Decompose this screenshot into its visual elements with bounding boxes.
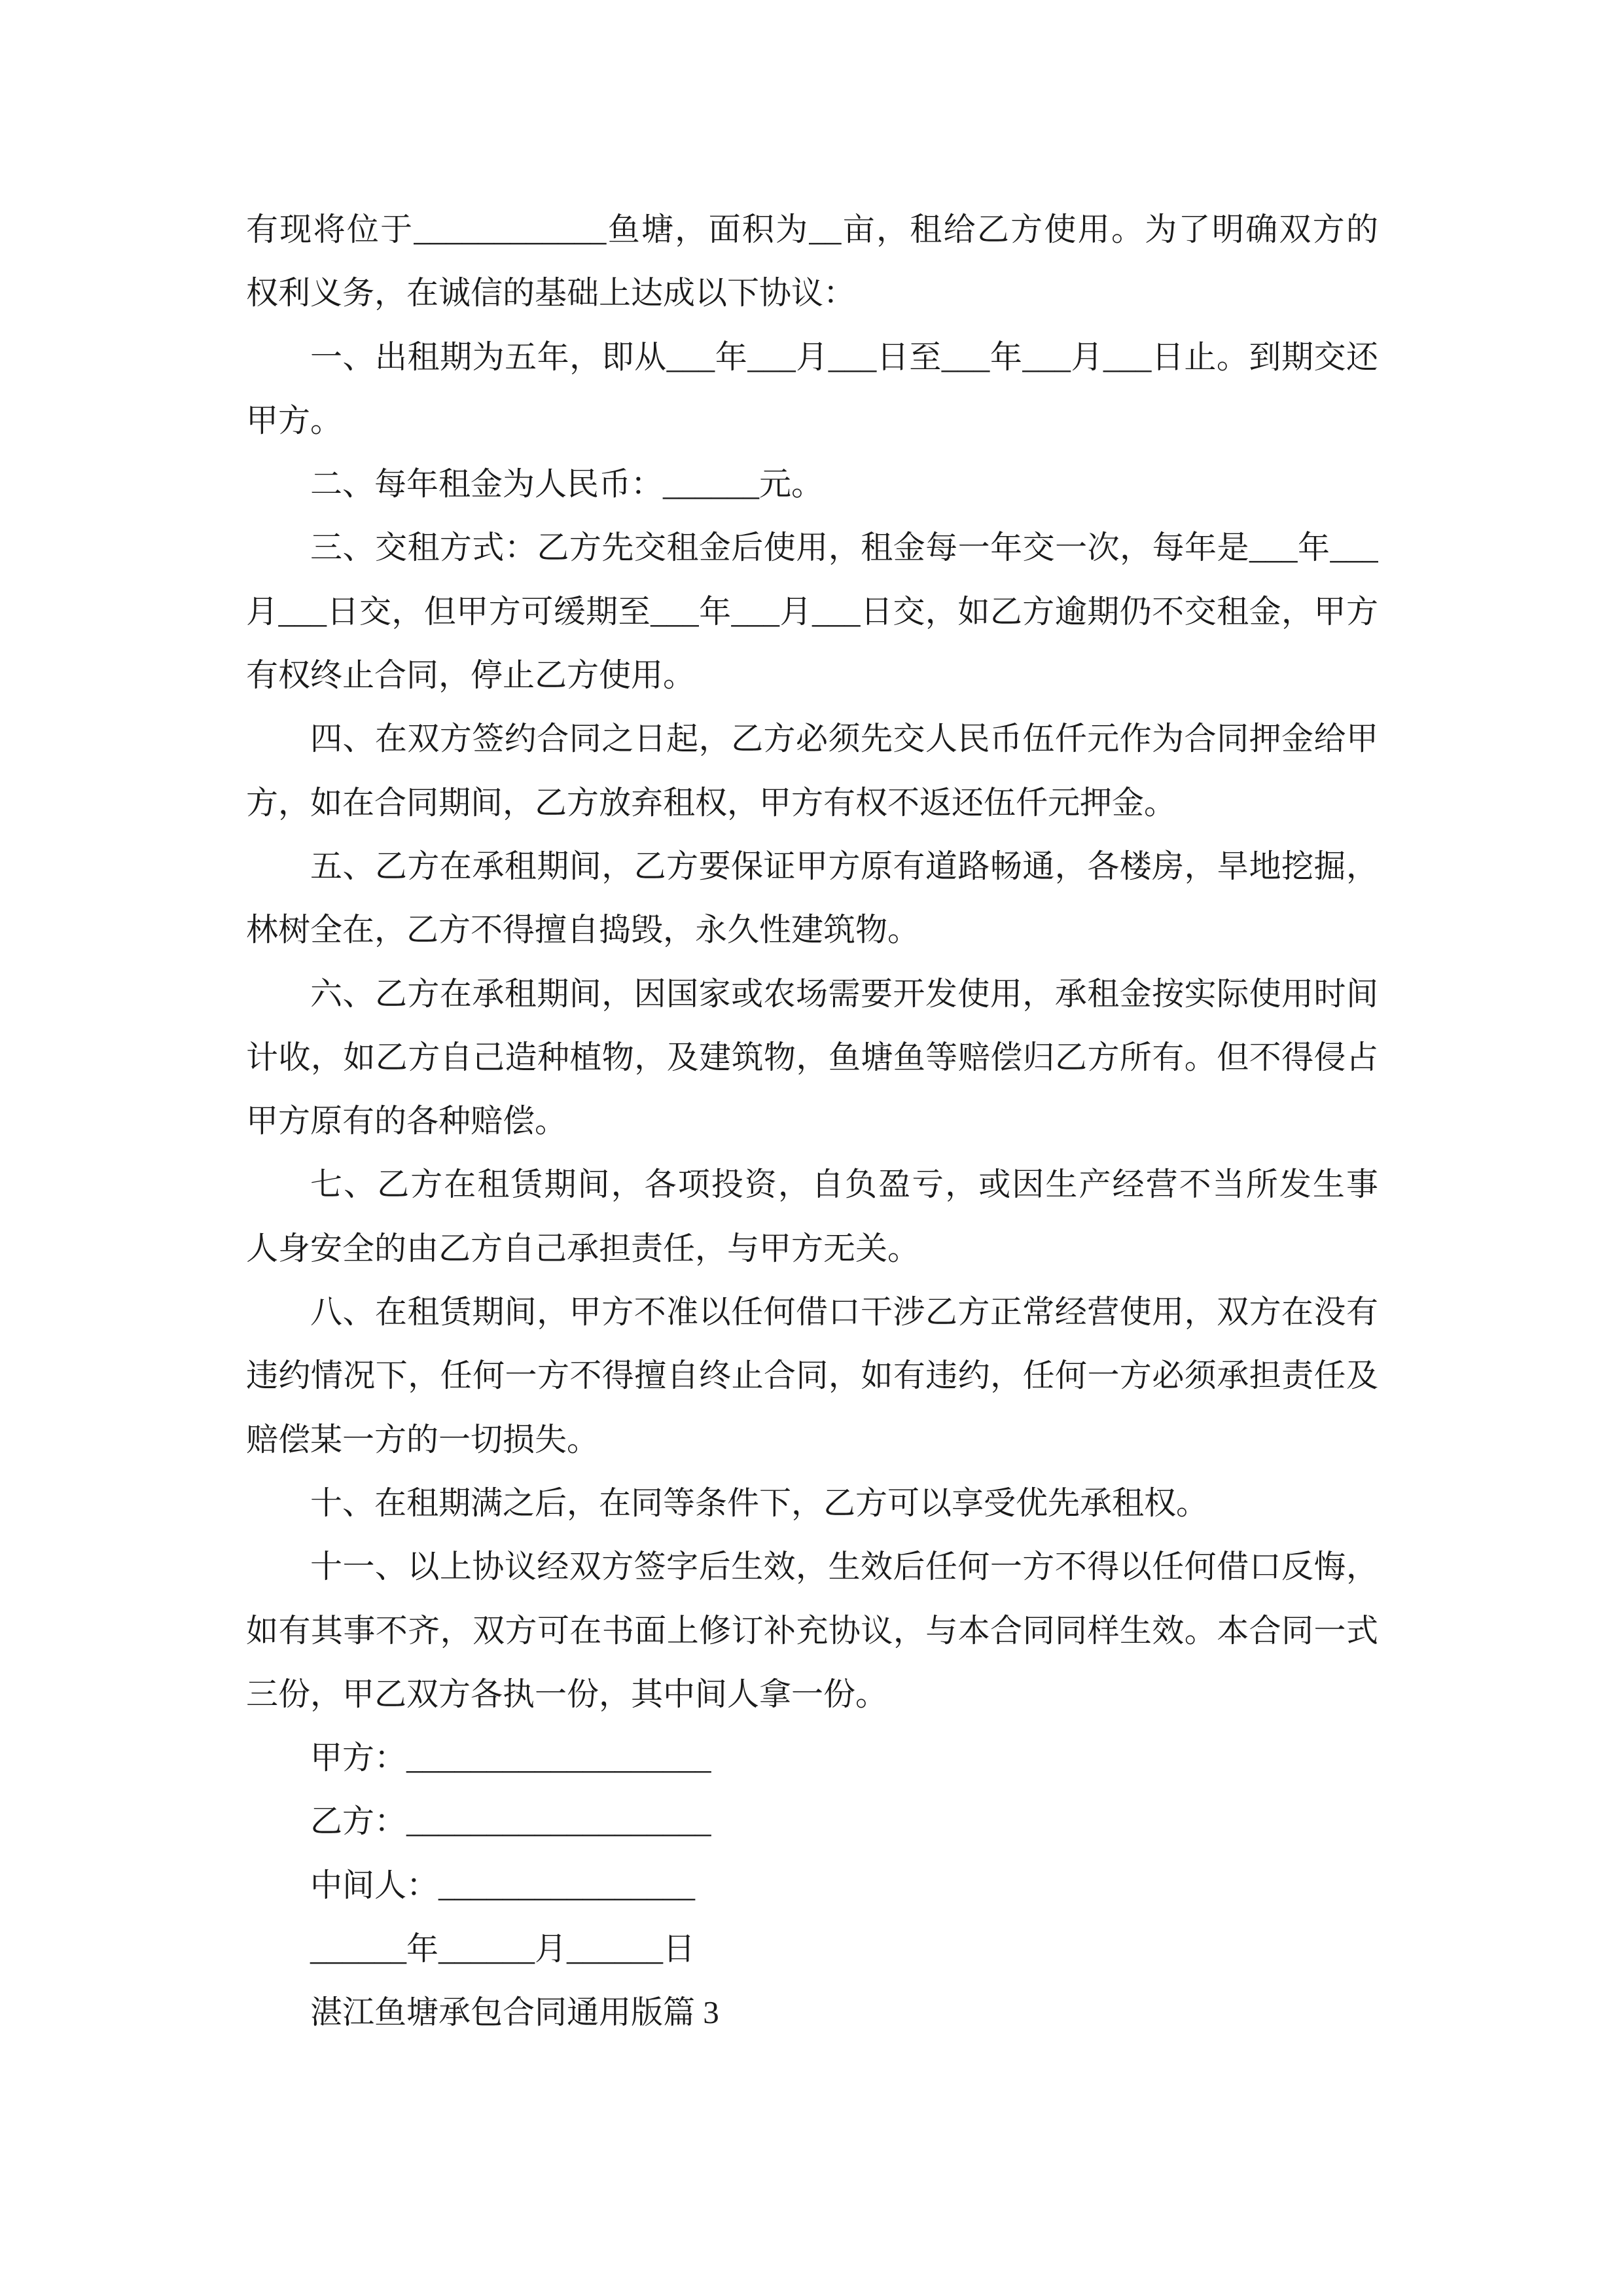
document-line: 如有其事不齐，双方可在书面上修订补充协议，与本合同同样生效。本合同一式 xyxy=(246,1612,1378,1649)
document-line: 林树全在，乙方不得擅自捣毁，永久性建筑物。 xyxy=(246,912,920,948)
document-line: 五、乙方在承租期间，乙方要保证甲方原有道路畅通，各楼房，旱地挖掘， xyxy=(310,848,1378,884)
document-line: 赔偿某一方的一切损失。 xyxy=(246,1421,599,1458)
document-line: ______年______月______日 xyxy=(310,1931,696,1967)
document-line: 中间人：________________ xyxy=(310,1867,696,1903)
document-line: 月___日交，但甲方可缓期至___年___月___日交，如乙方逾期仍不交租金，甲方 xyxy=(246,593,1378,630)
document-line: 七、乙方在租赁期间，各项投资，自负盈亏，或因生产经营不当所发生事 xyxy=(310,1166,1378,1203)
document-line: 甲方原有的各种赔偿。 xyxy=(246,1103,567,1139)
document-line: 三份，甲乙双方各执一份，其中间人拿一份。 xyxy=(246,1676,888,1712)
document-line: 人身安全的由乙方自己承担责任，与甲方无关。 xyxy=(246,1230,920,1266)
document-line: 二、每年租金为人民币：______元。 xyxy=(310,466,824,503)
document-line: 乙方：___________________ xyxy=(310,1803,711,1840)
document-line: 违约情况下，任何一方不得擅自终止合同，如有违约，任何一方必须承担责任及 xyxy=(246,1357,1378,1394)
document-line: 六、乙方在承租期间，因国家或农场需要开发使用，承租金按实际使用时间 xyxy=(310,975,1378,1012)
document-line: 十一、以上协议经双方签字后生效，生效后任何一方不得以任何借口反悔， xyxy=(310,1549,1378,1585)
document-line: 权利义务，在诚信的基础上达成以下协议： xyxy=(246,275,856,312)
document-line: 甲方：___________________ xyxy=(310,1740,711,1776)
contract-page-body xyxy=(246,198,1378,2045)
document-line: 甲方。 xyxy=(246,402,343,439)
document-line: 三、交租方式：乙方先交租金后使用，租金每一年交一次，每年是___年___ xyxy=(310,529,1378,566)
document-line: 有现将位于____________鱼塘，面积为__亩，租给乙方使用。为了明确双方的 xyxy=(246,211,1378,247)
document-line: 八、在租赁期间，甲方不准以任何借口干涉乙方正常经营使用，双方在没有 xyxy=(310,1294,1378,1331)
document-line: 方，如在合同期间，乙方放弃租权，甲方有权不返还伍仟元押金。 xyxy=(246,784,1177,821)
document-line: 四、在双方签约合同之日起，乙方必须先交人民币伍仟元作为合同押金给甲 xyxy=(310,721,1378,757)
document-line: 十、在租期满之后，在同等条件下，乙方可以享受优先承租权。 xyxy=(310,1484,1209,1521)
document-line: 有权终止合同，停止乙方使用。 xyxy=(246,657,696,694)
document-line: 湛江鱼塘承包合同通用版篇 3 xyxy=(310,1994,719,2031)
document-line: 计收，如乙方自己造种植物，及建筑物，鱼塘鱼等赔偿归乙方所有。但不得侵占 xyxy=(246,1039,1378,1075)
document-line: 一、出租期为五年，即从___年___月___日至___年___月___日止。到期交还 xyxy=(310,338,1378,375)
